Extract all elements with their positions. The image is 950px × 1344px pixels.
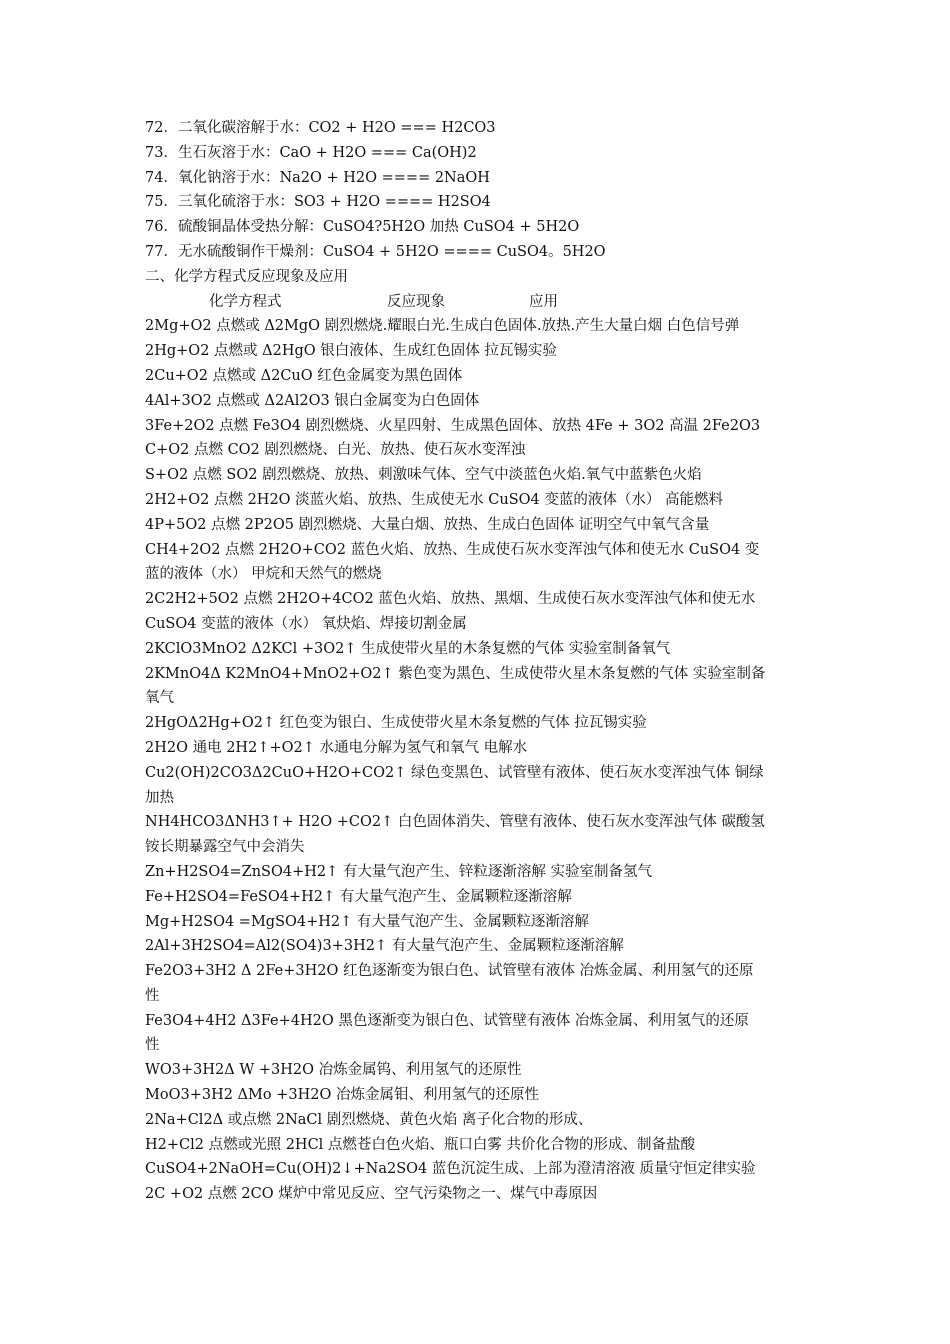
reaction-line: CuSO4+2NaOH=Cu(OH)2↓+Na2SO4 蓝色沉淀生成、上部为澄清溶液 质量守恒定律实验 xyxy=(145,1161,756,1178)
list-item: 75．三氧化硫溶于水：SO3 + H2O ==== H2SO4 xyxy=(145,194,491,211)
list-item: 77．无水硫酸铜作干燥剂：CuSO4 + 5H2O ==== CuSO4。5H2O xyxy=(145,243,606,260)
reaction-line: 氧气 xyxy=(145,690,174,707)
reaction-line: 3Fe+2O2 点燃 Fe3O4 剧烈燃烧、火星四射、生成黑色固体、放热 4Fe + 3O2 高温 2Fe2O3 xyxy=(145,417,761,434)
reaction-list xyxy=(145,314,815,1207)
list-item: 76．硫酸铜晶体受热分解：CuSO4?5H2O 加热 CuSO4 + 5H2O xyxy=(145,219,580,236)
reaction-line: 2Cu+O2 点燃或 Δ2CuO 红色金属变为黑色固体 xyxy=(145,367,463,384)
reaction-line: 4Al+3O2 点燃或 Δ2Al2O3 银白金属变为白色固体 xyxy=(145,392,480,409)
reaction-line: CH4+2O2 点燃 2H2O+CO2 蓝色火焰、放热、生成使石灰水变浑浊气体和使无水 CuSO4 变 xyxy=(145,541,760,558)
reaction-line: CuSO4 变蓝的液体（水） 氧炔焰、焊接切割金属 xyxy=(145,615,467,632)
numbered-list xyxy=(145,116,815,265)
reaction-line: 蓝的液体（水） 甲烷和天然气的燃烧 xyxy=(145,566,382,583)
header-phenomenon: 反应现象 xyxy=(387,293,445,310)
reaction-line: Fe3O4+4H2 Δ3Fe+4H2O 黑色逐渐变为银白色、试管壁有液体 冶炼金属、利用氢气的还原 xyxy=(145,1012,749,1029)
reaction-line: 4P+5O2 点燃 2P2O5 剧烈燃烧、大量白烟、放热、生成白色固体 证明空气中氧气含量 xyxy=(145,516,710,533)
reaction-line: 2HgOΔ2Hg+O2↑ 红色变为银白、生成使带火星木条复燃的气体 拉瓦锡实验 xyxy=(145,715,647,732)
reaction-line: 加热 xyxy=(145,789,174,806)
reaction-line: Fe2O3+3H2 Δ 2Fe+3H2O 红色逐渐变为银白色、试管壁有液体 冶炼金属、利用氢气的还原 xyxy=(145,963,754,980)
reaction-line: C+O2 点燃 CO2 剧烈燃烧、白光、放热、使石灰水变浑浊 xyxy=(145,442,526,459)
list-item: 72．二氧化碳溶解于水：CO2 + H2O === H2CO3 xyxy=(145,120,496,136)
reaction-line: 2KMnO4Δ K2MnO4+MnO2+O2↑ 紫色变为黑色、生成使带火星木条复燃的气体 实验室制备 xyxy=(145,665,766,682)
reaction-line: 2H2O 通电 2H2↑+O2↑ 水通电分解为氢气和氧气 电解水 xyxy=(145,739,528,756)
header-application: 应用 xyxy=(529,293,558,310)
reaction-line: 2Al+3H2SO4=Al2(SO4)3+3H2↑ 有大量气泡产生、金属颗粒逐渐溶解 xyxy=(145,938,624,955)
reaction-line: 铵长期暴露空气中会消失 xyxy=(145,839,305,856)
reaction-line: Zn+H2SO4=ZnSO4+H2↑ 有大量气泡产生、锌粒逐渐溶解 实验室制备氢气 xyxy=(145,863,652,880)
list-item: 74．氧化钠溶于水：Na2O + H2O ==== 2NaOH xyxy=(145,169,490,186)
reaction-line: S+O2 点燃 SO2 剧烈燃烧、放热、刺激味气体、空气中淡蓝色火焰.氧气中蓝紫色火焰 xyxy=(145,467,702,484)
reaction-line: 2Mg+O2 点燃或 Δ2MgO 剧烈燃烧.耀眼白光.生成白色固体.放热.产生大量白烟 白色信号弹 xyxy=(145,318,740,335)
reaction-line: H2+Cl2 点燃或光照 2HCl 点燃苍白色火焰、瓶口白雾 共价化合物的形成、制备盐酸 xyxy=(145,1136,696,1153)
reaction-line: 2Hg+O2 点燃或 Δ2HgO 银白液体、生成红色固体 拉瓦锡实验 xyxy=(145,343,557,360)
header-equation: 化学方程式 xyxy=(209,293,282,310)
table-header xyxy=(145,290,815,315)
reaction-line: 性 xyxy=(145,1037,160,1054)
list-item: 73．生石灰溶于水：CaO + H2O === Ca(OH)2 xyxy=(145,144,477,161)
section-title: 二、化学方程式反应现象及应用 xyxy=(145,268,348,285)
reaction-line: 2C2H2+5O2 点燃 2H2O+4CO2 蓝色火焰、放热、黑烟、生成使石灰水变浑浊气体和使无水 xyxy=(145,591,756,608)
reaction-line: 2Na+Cl2Δ 或点燃 2NaCl 剧烈燃烧、黄色火焰 离子化合物的形成、 xyxy=(145,1111,593,1128)
reaction-line: NH4HCO3ΔNH3↑+ H2O +CO2↑ 白色固体消失、管壁有液体、使石灰水变浑浊气体 碳酸氢 xyxy=(145,814,765,831)
document-content xyxy=(145,116,815,1207)
reaction-line: 2KClO3MnO2 Δ2KCl +3O2↑ 生成使带火星的木条复燃的气体 实验室制备氧气 xyxy=(145,640,671,657)
reaction-line: MoO3+3H2 ΔMo +3H2O 冶炼金属钼、利用氢气的还原性 xyxy=(145,1087,539,1104)
reaction-line: Fe+H2SO4=FeSO4+H2↑ 有大量气泡产生、金属颗粒逐渐溶解 xyxy=(145,888,572,905)
reaction-line: Mg+H2SO4 =MgSO4+H2↑ 有大量气泡产生、金属颗粒逐渐溶解 xyxy=(145,913,589,930)
reaction-line: 2H2+O2 点燃 2H2O 淡蓝火焰、放热、生成使无水 CuSO4 变蓝的液体（水） 高能燃料 xyxy=(145,491,723,508)
reaction-line: WO3+3H2Δ W +3H2O 冶炼金属钨、利用氢气的还原性 xyxy=(145,1062,522,1079)
reaction-line: Cu2(OH)2CO3Δ2CuO+H2O+CO2↑ 绿色变黑色、试管壁有液体、使石灰水变浑浊气体 铜绿 xyxy=(145,764,764,781)
reaction-line: 性 xyxy=(145,987,160,1004)
reaction-line: 2C +O2 点燃 2CO 煤炉中常见反应、空气污染物之一、煤气中毒原因 xyxy=(145,1186,598,1203)
